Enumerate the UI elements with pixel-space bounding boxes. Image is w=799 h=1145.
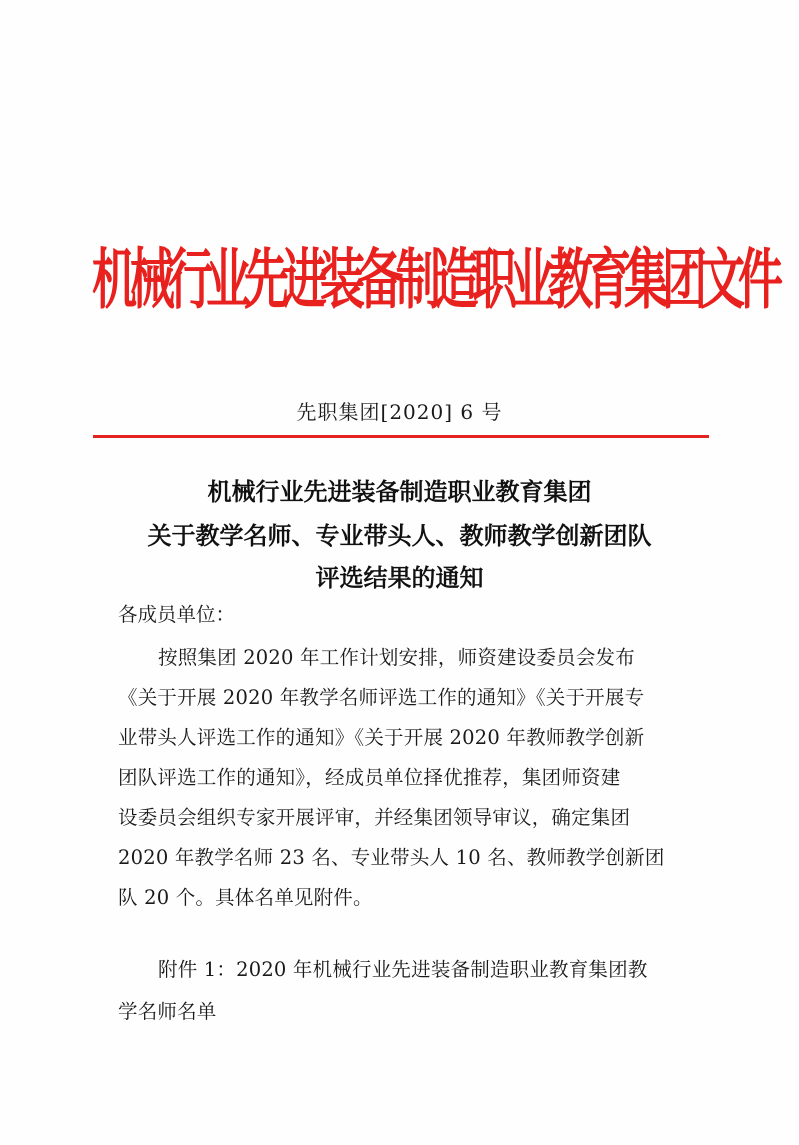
- notice-title-line-3: 评选结果的通知: [315, 564, 484, 592]
- body-paragraph-line: 团队评选工作的通知》，经成员单位择优推荐，集团师资建: [118, 766, 621, 789]
- body-paragraph-line: 设委员会组织专家开展评审，并经集团领导审议，确定集团: [118, 806, 631, 829]
- attachment-line: 学名师名单: [118, 1000, 217, 1023]
- body-paragraph-line: 《关于开展 2020 年教学名师评选工作的通知》《关于开展专: [118, 686, 645, 709]
- body-paragraph-line: 队 20 个。具体名单见附件。: [118, 886, 373, 909]
- body-paragraph-line: 业带头人评选工作的通知》《关于开展 2020 年教师教学创新: [118, 726, 645, 749]
- body-paragraph-line: 2020 年教学名师 23 名、专业带头人 10 名、教师教学创新团: [118, 846, 665, 869]
- document-masthead: 机械行业先进装备制造职业教育集团文件: [92, 240, 777, 318]
- attachment-line: 附件 1：2020 年机械行业先进装备制造职业教育集团教: [158, 958, 648, 981]
- document-number: 先职集团[2020] 6 号: [296, 400, 503, 424]
- notice-title-line-1: 机械行业先进装备制造职业教育集团: [207, 478, 592, 506]
- salutation: 各成员单位：: [118, 603, 236, 626]
- red-divider-line: [93, 435, 709, 438]
- body-paragraph-line: 按照集团 2020 年工作计划安排，师资建设委员会发布: [158, 646, 635, 669]
- notice-title-line-2: 关于教学名师、专业带头人、教师教学创新团队: [147, 522, 652, 550]
